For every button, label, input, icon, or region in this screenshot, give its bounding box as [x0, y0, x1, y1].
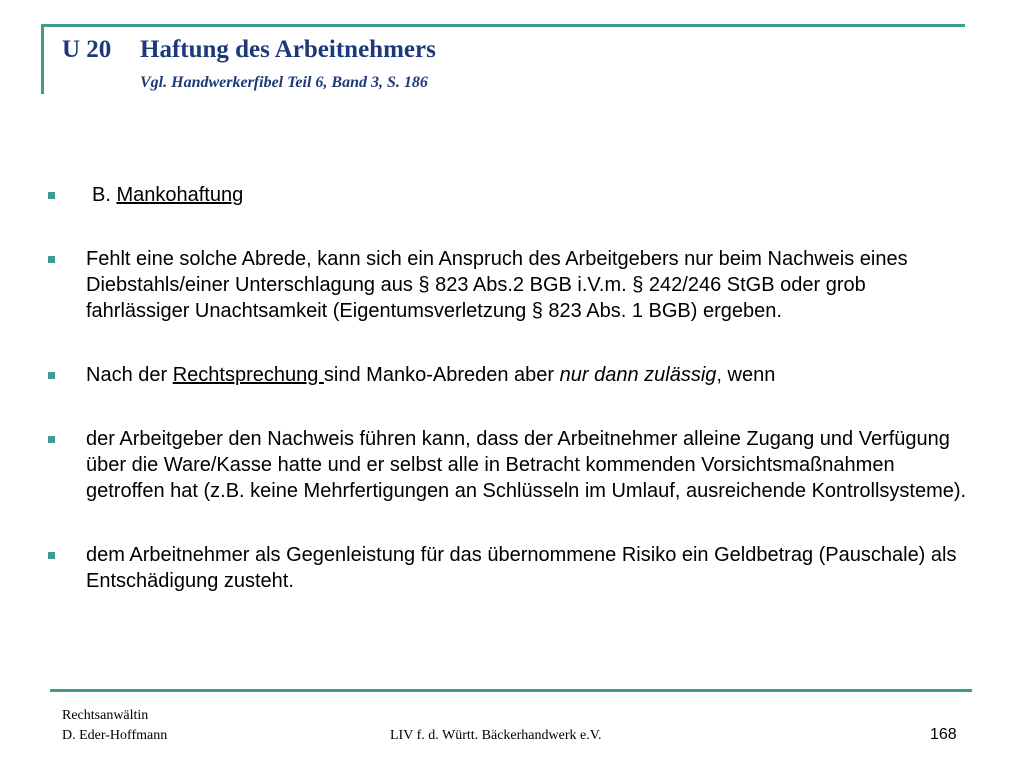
bullet-square-icon — [48, 192, 55, 199]
heading-prefix: B. — [92, 184, 117, 206]
slide-title-text: Haftung des Arbeitnehmers — [140, 36, 436, 63]
title-divider-vertical — [41, 25, 44, 94]
bullet-square-icon — [48, 256, 55, 263]
bullet-square-icon — [48, 372, 55, 379]
slide-title-number: U 20 — [62, 36, 112, 63]
bullet-square-icon — [48, 436, 55, 443]
footer-author-line2: D. Eder-Hoffmann — [62, 728, 168, 743]
bullet-list — [44, 182, 974, 594]
bullet-square-icon — [48, 552, 55, 559]
bullet-text-emphasis: nur dann zulässig — [559, 364, 717, 386]
bullet-text: Fehlt eine solche Abrede, kann sich ein Anspruch des Arbeitgebers nur beim Nachweis eines Diebstahls/einer Unterschlagung aus § 823 Abs.2 BGB i.V.m. § 242/246 StGB oder grob fahrlässiger Unachtsamkeit (Eigentumsverletzung § 823 Abs. 1 BGB) ergeben. — [86, 248, 908, 322]
heading-mankohaftung: Mankohaftung — [116, 184, 244, 206]
title-divider-horizontal — [41, 24, 965, 27]
bullet-item-nachweis — [44, 426, 974, 504]
page-number: 168 — [930, 726, 957, 743]
footer-organization: LIV f. d. Württ. Bäckerhandwerk e.V. — [390, 728, 602, 743]
footer-author-line1: Rechtsanwältin — [62, 708, 149, 723]
bullet-item-heading — [44, 182, 974, 208]
bullet-text: der Arbeitgeber den Nachweis führen kann, dass der Arbeitnehmer alleine Zugang und Verfügung über die Ware/Kasse hatte und er selbst alle in Betracht kommenden Vorsichtsmaßnahmen getroffen hat (z.B. keine Mehrfertigungen an Schlüsseln im Umlauf, ausreichende Kontrollsysteme). — [86, 428, 967, 502]
bullet-text-pre: Nach der — [86, 364, 173, 386]
footer-author — [62, 706, 167, 746]
bullet-text-mid: sind Manko-Abreden aber — [323, 364, 560, 386]
footer-divider — [50, 689, 972, 692]
slide-subtitle: Vgl. Handwerkerfibel Teil 6, Band 3, S. 186 — [140, 74, 428, 91]
bullet-item-rechtsprechung — [44, 362, 974, 388]
bullet-item-gegenleistung — [44, 542, 974, 594]
rechtsprechung-link: Rechtsprechung — [172, 364, 324, 386]
bullet-item-abrede — [44, 246, 974, 324]
bullet-text-post: , wenn — [716, 364, 776, 386]
slide-title — [62, 36, 436, 64]
bullet-text: dem Arbeitnehmer als Gegenleistung für das übernommene Risiko ein Geldbetrag (Pauschale) als Entschädigung zusteht. — [86, 544, 957, 592]
